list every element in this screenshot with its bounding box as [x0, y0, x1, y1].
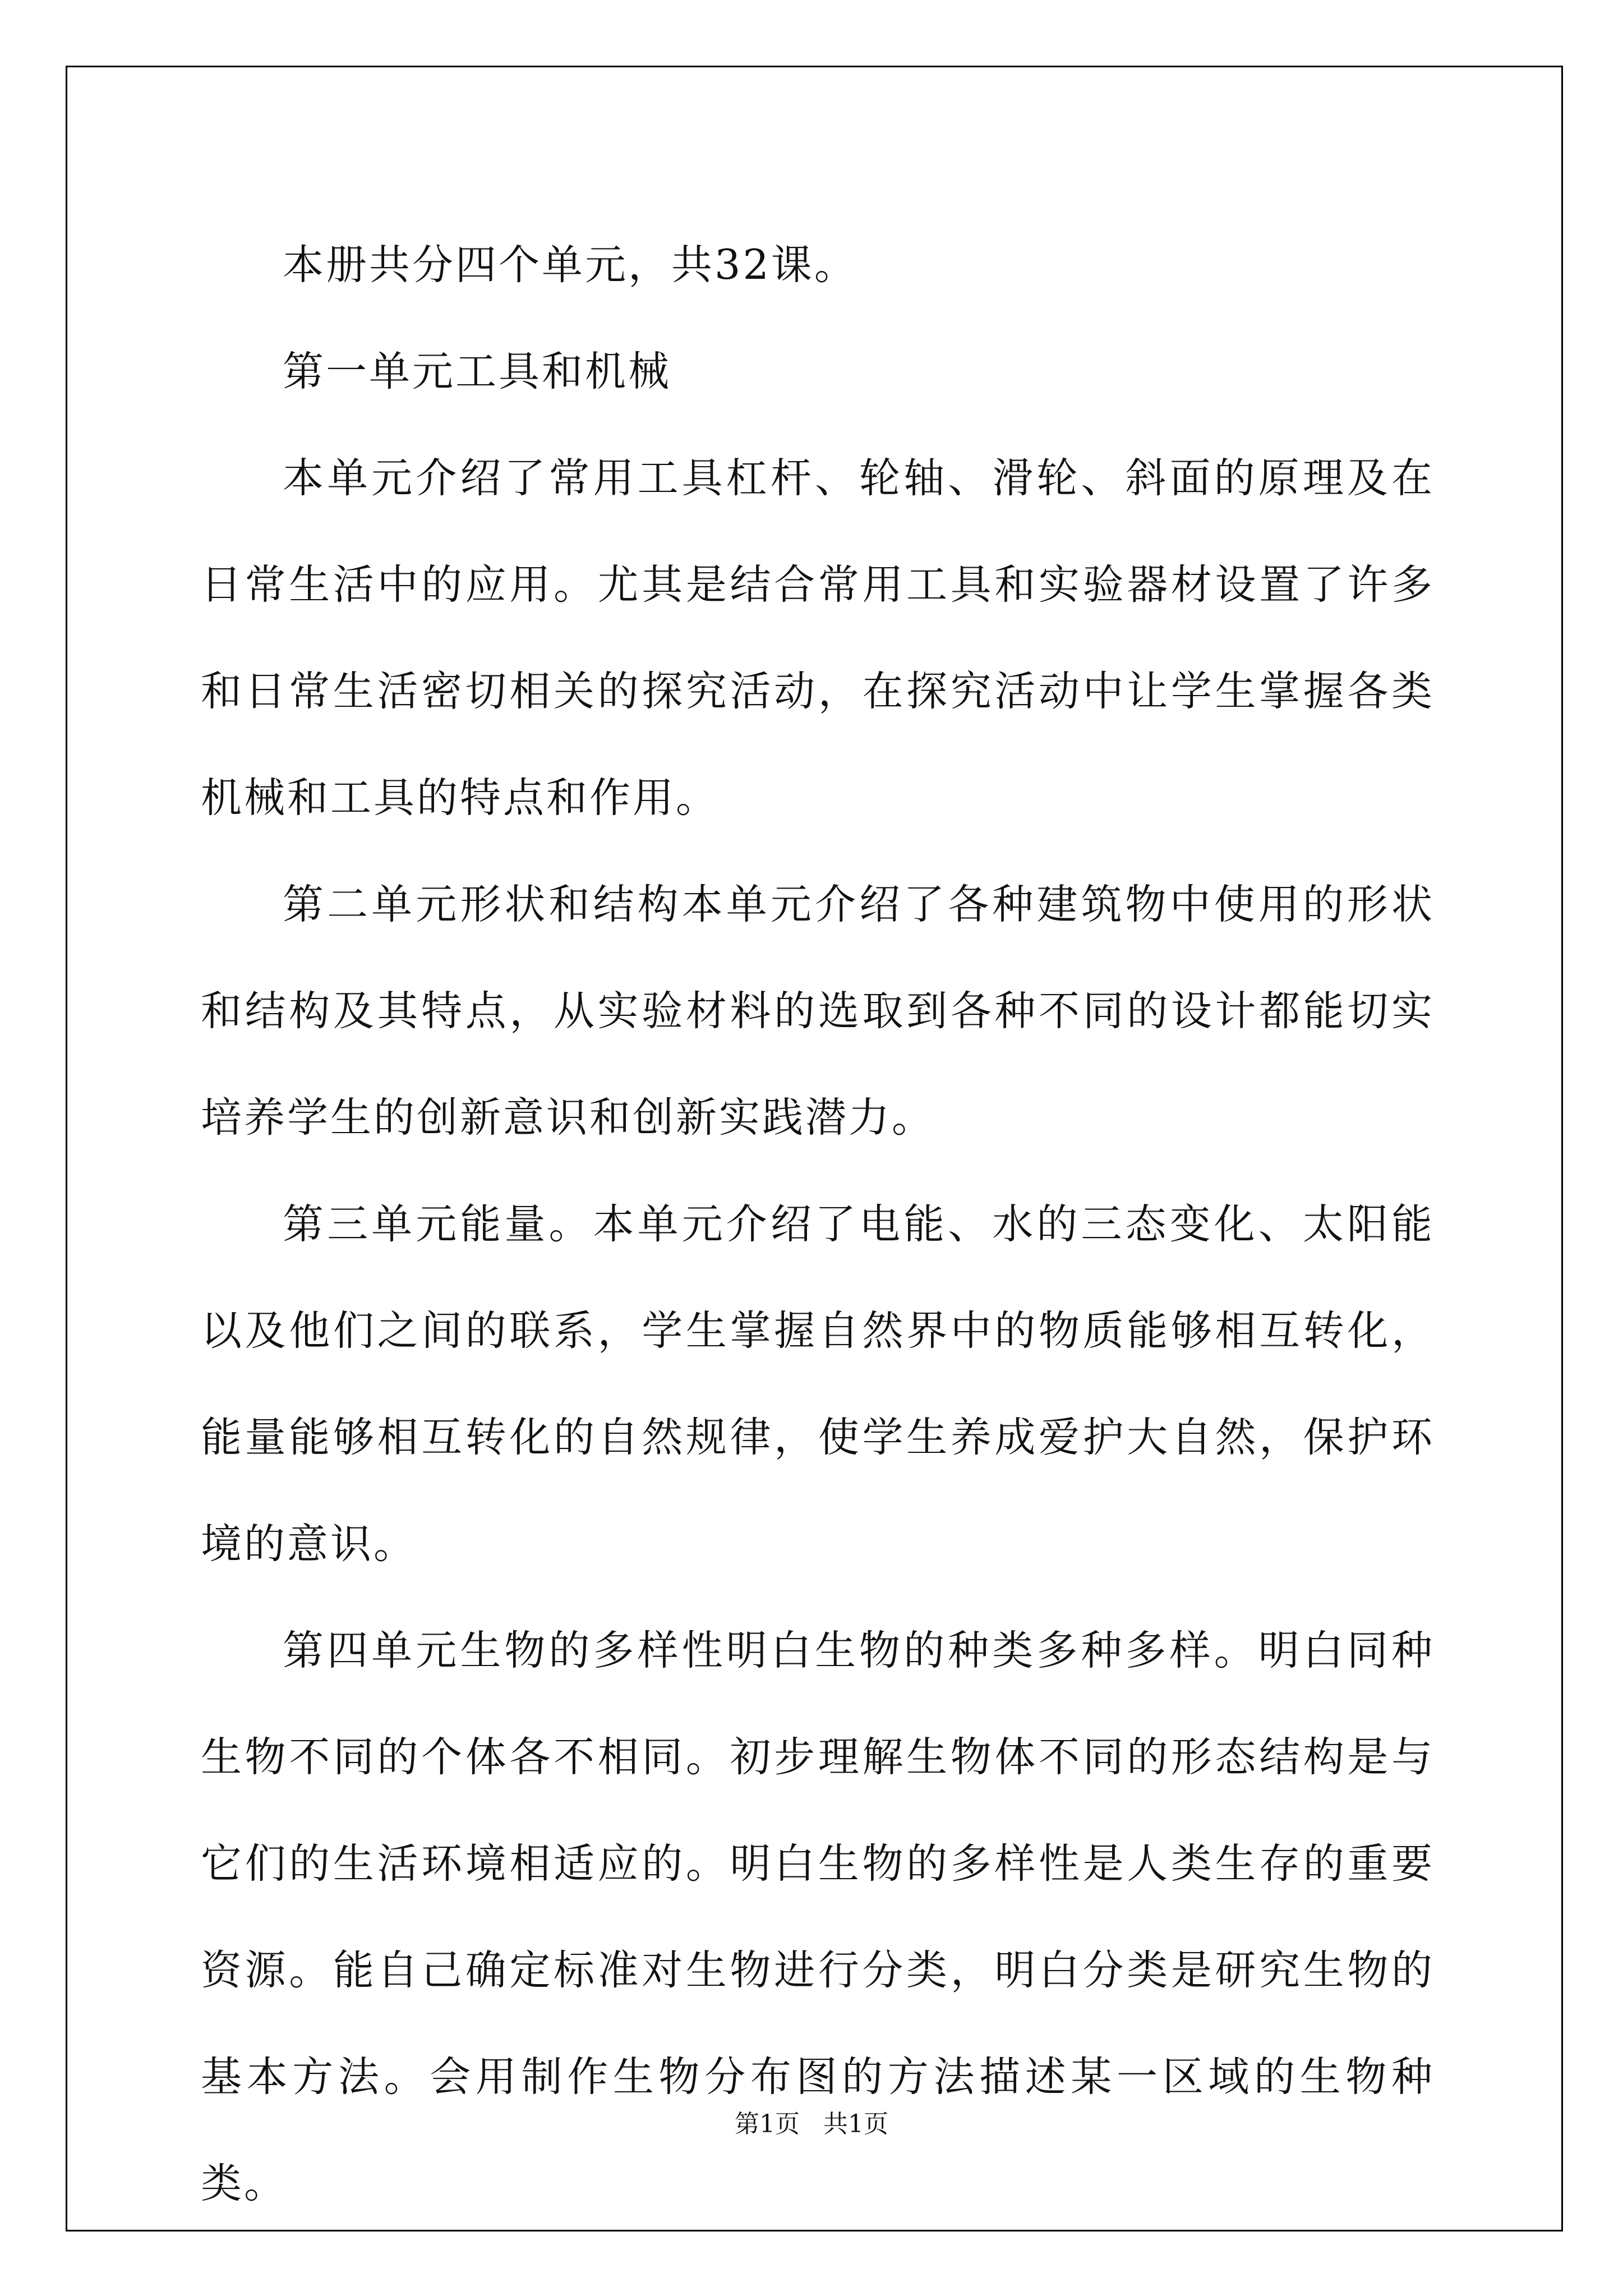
paragraph-3: 本单元介绍了常用工具杠杆、轮轴、滑轮、斜面的原理及在日常生活中的应用。尤其是结合常用工具和实验器材设置了许多和日常生活密切相关的探究活动，在探究活动中让学生掌握各类机械和工具的特点和作用。	[201, 454, 1435, 822]
document-body	[201, 212, 1435, 2237]
paragraph-1: 本册共分四个单元，共32课。	[283, 241, 857, 289]
paragraph-6: 第四单元生物的多样性明白生物的种类多种多样。明白同种生物不同的个体各不相同。初步理解生物体不同的形态结构是与它们的生活环境相适应的。明白生物的多样性是人类生存的重要资源。能自己确定标准对生物进行分类，明白分类是研究生物的基本方法。会用制作生物分布图的方法描述某一区域的生物种类。	[201, 1627, 1435, 2207]
paragraph-5: 第三单元能量。本单元介绍了电能、水的三态变化、太阳能以及他们之间的联系，学生掌握自然界中的物质能够相互转化，能量能够相互转化的自然规律，使学生养成爱护大自然，保护环境的意识。	[201, 1200, 1435, 1568]
paragraph-2: 第一单元工具和机械	[283, 348, 671, 395]
page-number-total: 共1页	[823, 2110, 888, 2138]
paragraph-4: 第二单元形状和结构本单元介绍了各种建筑物中使用的形状和结构及其特点，从实验材料的选取到各种不同的设计都能切实培养学生的创新意识和创新实践潜力。	[201, 881, 1435, 1142]
footer-separator	[800, 2110, 823, 2138]
page-footer	[0, 2104, 1623, 2139]
page-number-current: 第1页	[735, 2110, 800, 2138]
